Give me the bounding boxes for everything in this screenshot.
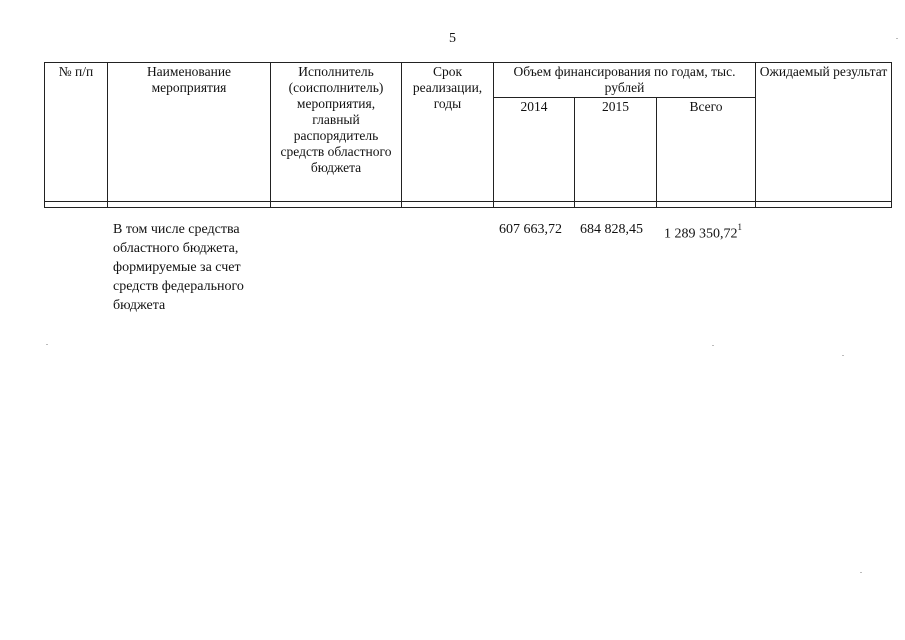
scan-speck — [860, 572, 862, 573]
footnote-mark: 1 — [737, 222, 742, 232]
header-year-2015: 2015 — [575, 98, 657, 202]
table-cell — [657, 202, 756, 208]
header-table — [44, 62, 892, 208]
scan-speck — [842, 355, 844, 356]
page-number: 5 — [449, 31, 456, 46]
table-cell — [108, 202, 271, 208]
header-total: Всего — [657, 98, 756, 202]
value-total-amount: 1 289 350,72 — [664, 226, 738, 242]
value-2014: 607 663,72 — [499, 222, 562, 237]
value-2015: 684 828,45 — [580, 222, 643, 237]
scan-speck — [896, 38, 898, 39]
value-total — [664, 220, 742, 244]
table-cell — [45, 202, 108, 208]
table-cell — [402, 202, 494, 208]
header-result: Ожидаемый результат — [756, 63, 892, 202]
header-num: № п/п — [45, 63, 108, 202]
header-funding: Объем финансирования по годам, тыс. рублей — [494, 63, 756, 98]
header-year-2014: 2014 — [494, 98, 575, 202]
scan-speck — [712, 345, 714, 346]
header-executor: Исполнитель (соисполнитель) мероприятия, главный распорядитель средств областного бюджета — [271, 63, 402, 202]
row-description: В том числе средства областного бюджета, формируемые за счет средств федерального бюджета — [113, 222, 244, 313]
table-cell — [575, 202, 657, 208]
scan-speck — [46, 344, 48, 345]
table-cell — [494, 202, 575, 208]
header-name: Наименование мероприятия — [108, 63, 271, 202]
table-cell — [756, 202, 892, 208]
header-period: Срок реализации, годы — [402, 63, 494, 202]
table-cell — [271, 202, 402, 208]
